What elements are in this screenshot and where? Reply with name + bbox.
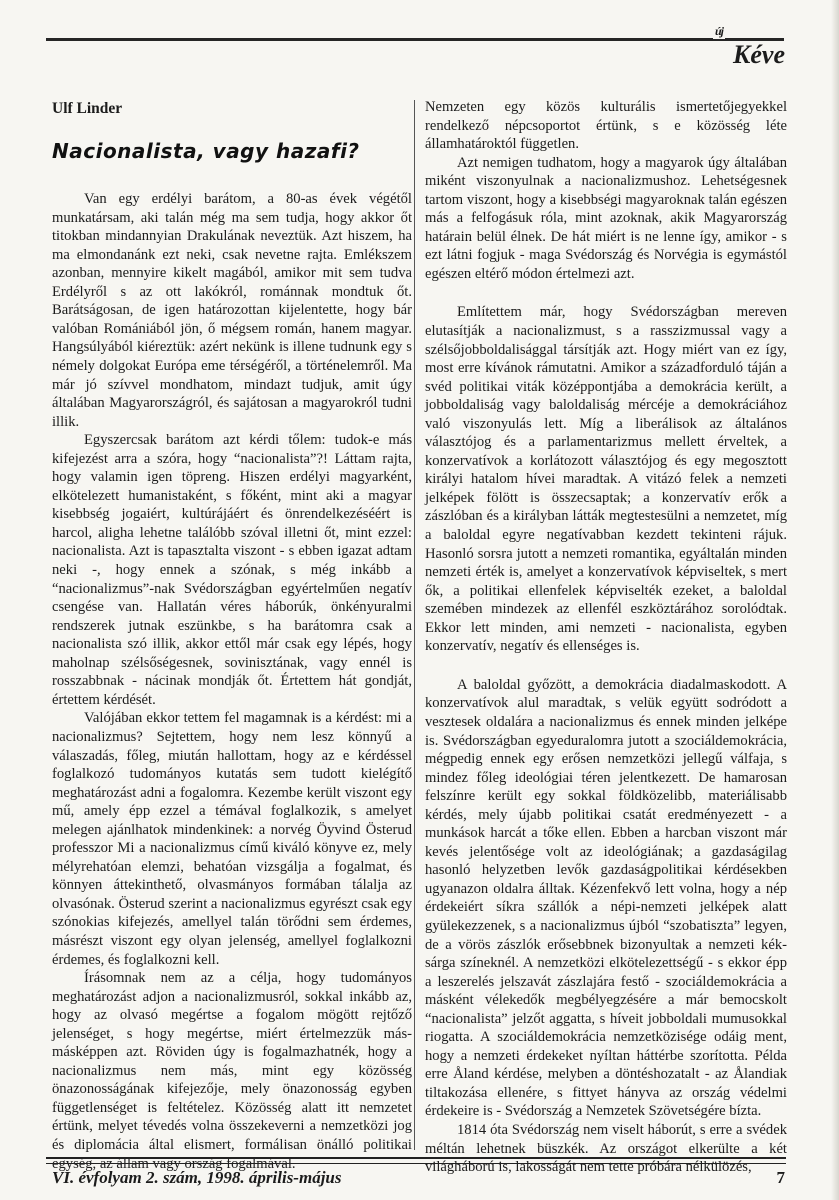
paragraph: Nemzeten egy közös kulturális ismertetőjegyekkel rendelkező népcsoportot értünk, s e közösség léte államhatároktól független. bbox=[425, 99, 787, 153]
footer-rule bbox=[46, 1157, 786, 1164]
article-title: Nacionalista, vagy hazafi? bbox=[52, 138, 360, 163]
page-number: 7 bbox=[776, 1168, 785, 1187]
paragraph: Van egy erdélyi barátom, a 80-as évek végétől munkatársam, aki talán még ma sem tudja, hogy akkor őt titokban mindannyian Drakulának neveztük. Azt hiszem, ha ma elmondanánk ezt neki, csak nevetne rajta. Emlékszem azonban, mennyire kikelt magából, amikor mit sem tudva Erdélyről s az ott lakókról, románnak mondtuk őt. Barátságosan, de igen határozottan kijelentette, hogy bár valóban Romániából jön, ő mégsem román, hanem magyar. Hangsúlyából kiéreztük: azért nekünk is illene tudnunk egy s némely dolgokat Európa eme térségéről, a történelemről. Ma már jó szívvel mondhatom, mindazt tudjuk, amit úgy általában Magyarországról, és sajátosan a magyarokról tudni illik. bbox=[52, 191, 412, 430]
issue-info: VI. évfolyam 2. szám, 1998. április-május bbox=[52, 1168, 342, 1187]
column-divider bbox=[414, 100, 415, 1150]
paragraph: Valójában ekkor tettem fel magamnak is a kérdést: mi a nacionalizmus? Sejtettem, hogy nem lesz könnyű a válaszadás, főleg, miután hallottam, hogy az e kérdéssel foglalkozó tudományos kutatás sem tudott kielégítő meghatározást adni a fogalomra. Kezembe került viszont egy mű, amely épp ezzel a témával foglalkozik, s amelyet melegen ajánlhatok mindenkinek: a norvég Öyvind Österud professzor Mi a nacionalizmus című kiváló könyve ez, mely mélyrehatóan elemzi, behatóan vizsgálja a fogalmat, és könnyen áttekinthető, olvasmányos formában tálalja az olvasónak. Österud szerint a nacionalizmus egyrészt csak egy szónokias kifejezés, amellyel talán törődni sem érdemes, másrészt viszont egy olyan jelenség, amellyel foglalkozni érdemes, és foglalkozni kell. bbox=[52, 710, 412, 968]
page-edge-shadow bbox=[831, 0, 839, 1200]
paragraph: Azt nemigen tudhatom, hogy a magyarok úgy általában miként viszonyulnak a nacionalizmushoz. Lehetségesnek tartom viszont, hogy a kisebbségi magyaroknak talán egészen más a felfogásuk róla, mint azoknak, akik Magyarország határain belül élnek. De hát miért is ne lenne így, amikor - s ezt látni fogjuk - maga Svédország és Norvégia is egymástól egészen eltérő módon értelmezi azt. bbox=[425, 154, 787, 282]
paragraph: Írásomnak nem az a célja, hogy tudományos meghatározást adjon a nacionalizmusról, sokkal inkább az, hogy az olvasó megértse a fogalom mögött rejtőző jelenséget, s hogy megértse, miért értelmezzük más-másképpen azt. Röviden úgy is fogalmazhatnék, hogy a nacionalizmus nem más, mint egy közösség önazonosságának kifejezője, mely önazonosság egyben függetlenséget is feltételez. Közösség alatt itt nemzetet értünk, melyet tévedés volna összekeverni a nemzetközi jog és diplomácia által elismert, formálisan önálló politikai egység, az állam vagy ország fogalmával. bbox=[52, 970, 412, 1172]
article-author: Ulf Linder bbox=[52, 100, 123, 117]
left-column bbox=[52, 100, 412, 1173]
header-rule bbox=[46, 38, 784, 41]
logo-small-text: új bbox=[714, 24, 723, 38]
paragraph: 1814 óta Svédország nem viselt háborút, s erre a svédek méltán lehetnek büszkék. Az országot elkerülte a két világháború is, lakosságát nem tette próbára nélkülözés, bbox=[425, 1121, 787, 1176]
paragraph: Említettem már, hogy Svédországban mereven elutasítják a nacionalizmust, s a rasszizmussal vagy a szélsőjobboldalisággal társítják azt. Hogy miért van ez így, most erre kívánok rámutatni. Amikor a századforduló táján a svéd politikai viták középpontjába a demokrácia került, a jobboldaliság vagy baloldaliság mércéje a demokráciához való viszonyulás lett. Míg a liberálisok az általános választójog és a parlamentarizmus mellett érveltek, a konzervatívok a korlátozott választójog és egy megosztott királyi hatalom hívei maradtak. A vitázó felek a nemzeti jelképek fölött is összecsaptak; a konzervatív erők a zászlóban és a királyban látták megtestesülni a nemzetet, míg a baloldal egyre negatívabban kezdett tekinteni rájuk. Hasonló sorsra jutott a nemzeti romantika, egyáltalán minden nemzeti érték is, amelyet a konzervatívok képviseltek, s mert ők, a politikai ellenfelek képviselték ezeket, a baloldal szemében mindezek az ellenfél eszköztárához sorolódtak. Ekkor lett minden, ami nemzeti - nacionalista, egyben konzervatív, negatív és ellenséges is. bbox=[425, 304, 787, 655]
logo-main-text: Kéve bbox=[733, 40, 785, 69]
paragraph: A baloldal győzött, a demokrácia diadalmaskodott. A konzervatívok alul maradtak, s velük együtt sodródott a vesztesek oldalára a nacionalizmus és ennek minden jelképe is. Svédországban egyeduralomra jutott a szociáldemokrácia, mégpedig ennek egy erősen nemzetközi jellegű válfaja, s mindez főleg ideológiai téren jelentkezett. De hamarosan felszínre került egy sokkal földközelibb, materiálisabb kérdés, mely újabb politikai csatát eredményezett - a munkások harcát a tőke ellen. Ebben a harcban viszont már kevés jelentősége volt az ideológiának; a gazdaságilag hasonló helyzetben levők gazdaságpolitikai kérdésekben ugyanazon oldalra álltak. Kézenfekvő lett volna, hogy a nép érdekeiért síkra szállók a népi-nemzeti jelképek alatt gyülekezzenek, s a nacionalizmus újból “szobatiszta” legyen, de a vörös zászlók erősebbnek bizonyultak a nemzeti kék-sárga színeknél. A nemzetközi elkötelezettségű - s ekkor épp a leszerelés jelszavát zászlajára festő - szociáldemokrácia a másként vélekedők megbélyegzésére a már bemocskolt “nacionalista” jelzőt aggatta, s híveit jobboldali mumusokkal riogatta. A szociáldemokrácia nemzetközisége odáig ment, hogy a nemzeti érdekeket nyíltan háttérbe szorította. Példa erre Åland kérdése, melyben a döntéshozatalt - az Ålandiak tiltakozása ellenére, s fittyet hányva az ország védelmi érdekeire is - Svédország a Nemzetek Szövetségére bízta. bbox=[425, 676, 787, 1120]
magazine-logo bbox=[714, 24, 785, 69]
right-column bbox=[425, 98, 787, 1177]
paragraph: Egyszercsak barátom azt kérdi tőlem: tudok-e más kifejezést arra a szóra, hogy “nacionalista”?! Láttam rajta, hogy valamin igen töpreng. Hiszen erdélyi magyarként, elkötelezett humanistaként, s főként, mint aki a magyar kisebbség jogaiért, kultúrájáért és önrendelkezéséért is harcol, aligha lehetne találóbb szóval illetni őt, mint ezzel: nacionalista. Azt is tapasztalta viszont - s ebben igazat adtam neki -, hogy ennek a szónak, s még inkább a “nacionalizmus”-nak Svédországban egyértelműen negatív csengése van. Hallatán véres háborúk, önkényuralmi rendszerek jutnak eszünkbe, s ha barátomra csak a nacionalista szó illik, akkor ettől már csak egy lépés, hogy maholnap szélsőségesnek, sovinisztának, vagy ennél is rosszabbnak - nácinak mondják őt. Értettem hát gondját, értettem kérdését. bbox=[52, 432, 412, 708]
